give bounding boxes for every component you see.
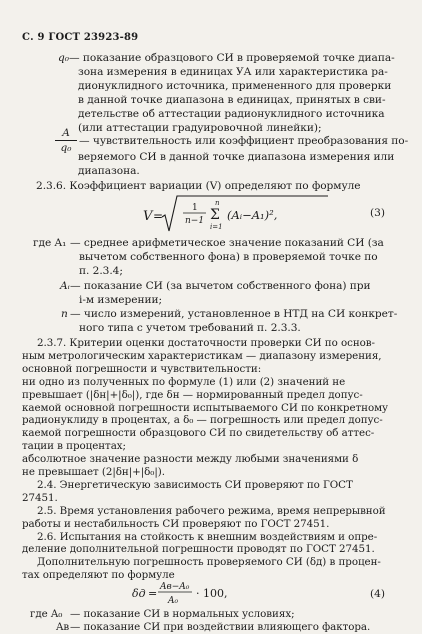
- def-q0-line-5: детельстве об аттестации радионуклидного источника: [78, 108, 385, 120]
- para-2-3-7-line-1: 2.3.7. Критерии оценки достаточности проверки СИ по основ-: [37, 337, 375, 349]
- para-2-3-7-line-4: ни одно из полученных по формуле (1) или (2) значений не: [22, 375, 346, 388]
- where-a1-line-2: вычетом собственного фона) в проверяемой точке по: [79, 251, 378, 263]
- para-2-6-line-2: деление дополнительной погрешности проводят по ГОСТ 27451.: [22, 543, 375, 556]
- para-2-3-7-line-7: радионуклиду в процентах, а δ₀ — погрешность или предел допус-: [22, 414, 383, 427]
- para-2-5-line-1: 2.5. Время установления рабочего режима, время непрерывной: [37, 504, 386, 517]
- eq4-denominator: A₀: [168, 596, 179, 607]
- eq4-rest: · 100,: [196, 587, 228, 601]
- eq3-n-minus-1: n−1: [185, 216, 205, 226]
- eq3-one: 1: [192, 203, 198, 213]
- para-2-3-7-line-8: каемой погрешности образцового СИ по свидетельству об аттес-: [22, 427, 375, 440]
- def-q0-line-2: зона измерения в единицах УА или характеристика ра-: [78, 66, 388, 78]
- para-2-4-line-1: 2.4. Энергетическую зависимость СИ проверяют по ГОСТ: [37, 478, 353, 491]
- where-a1-line-3: п. 2.3.4;: [79, 265, 123, 277]
- para-2-6-line-1: 2.6. Испытания на стойкость к внешним воздействиям и опре-: [37, 530, 378, 543]
- para-2-3-7-line-5: превышает (|δн|+|δ₀|), где δн — нормированный предел допус-: [22, 388, 363, 401]
- para-2-3-7-line-11: не превышает (2|δн|+|δ₀|).: [22, 466, 165, 478]
- para-2-3-7-line-10: абсолютное значение разности между любыми значениями δ: [22, 453, 359, 466]
- def-n-line-1: — число измерений, установленное в НТД на СИ конкрет-: [70, 308, 398, 320]
- term-n: n: [61, 308, 68, 320]
- eq3-equals: =: [153, 209, 164, 223]
- def-sens-line-1: — чувствительность или коэффициент преобразования по-: [79, 135, 409, 147]
- def-q0-line-3: дионуклидного источника, примененного для проверки: [78, 80, 392, 92]
- para-2-4-line-2: 27451.: [22, 491, 58, 504]
- def-n-line-2: ного типа с учетом требований п. 2.3.3.: [79, 322, 301, 334]
- eq4-number: (4): [370, 588, 386, 601]
- fraction-denominator: q₀: [60, 142, 72, 154]
- page-header: С. 9 ГОСТ 23923-89: [22, 32, 139, 43]
- where-a0-line: — показание СИ в нормальных условиях;: [70, 608, 295, 621]
- para-2-3-7-line-2: ным метрологическим характеристикам — диапазону измерения,: [22, 349, 382, 362]
- def-q0-line-4: в данной точке диапазона в единицах, принятых в сви-: [78, 94, 386, 106]
- para-2-3-6: 2.3.6. Коэффициент вариации (V) определяют по формуле: [36, 180, 361, 192]
- eq4-equals: =: [148, 587, 158, 601]
- eq3-number: (3): [370, 207, 386, 219]
- fraction-a-over-q0: [55, 127, 77, 154]
- fraction-bar: [55, 140, 77, 141]
- eq3-v: V: [143, 209, 153, 224]
- para-2-3-7-line-3: основной погрешности и чувствительности:: [22, 362, 262, 375]
- term-ai: Aᵢ: [60, 280, 70, 292]
- eq4-numerator: Aв−A₀: [160, 582, 190, 593]
- def-q0-line-6: (или аттестации градуировочной линейки);: [78, 122, 322, 134]
- eq3-sigma: Σ: [210, 207, 220, 223]
- formula-3: [140, 193, 330, 239]
- def-ai-line-2: i-м измерении;: [79, 294, 163, 306]
- eq3-sum-upper: n: [215, 199, 220, 207]
- def-sens-line-2: веряемого СИ в данной точке диапазона измерения или: [78, 151, 395, 163]
- para-2-5-line-2: работы и нестабильность СИ проверяют по ГОСТ 27451.: [22, 517, 330, 530]
- def-q0-line-1: — показание образцового СИ в проверяемой точке диапа-: [69, 52, 395, 64]
- eq3-sum-lower: i=1: [210, 223, 223, 231]
- def-sens-line-3: диапазона.: [78, 165, 140, 177]
- where-a1-line-1: — среднее арифметическое значение показаний СИ (за: [70, 237, 384, 249]
- eq4-lhs: δд: [132, 587, 146, 601]
- def-av-lead: Aв: [56, 620, 70, 633]
- para-2-3-7-line-6: каемой основной погрешности испытываемого СИ по конкретному: [22, 401, 389, 414]
- formula-4: [130, 578, 270, 608]
- para-2-6-line-4: тах определяют по формуле: [22, 569, 175, 582]
- eq3-body: (Aᵢ−A₁)²,: [227, 208, 278, 222]
- para-2-6-line-3: Дополнительную погрешность проверяемого СИ (δд) в процен-: [37, 556, 381, 569]
- where-a1-lead: где A₁: [33, 237, 67, 249]
- fraction-numerator: A: [62, 127, 70, 139]
- where-a0-lead: где A₀: [30, 608, 63, 621]
- def-av-line: — показание СИ при воздействии влияющего фактора.: [70, 620, 371, 633]
- term-q0: q₀: [58, 52, 69, 64]
- def-ai-line-1: — показание СИ (за вычетом собственного фона) при: [70, 280, 371, 292]
- para-2-3-7-line-9: тации в процентах;: [22, 440, 126, 453]
